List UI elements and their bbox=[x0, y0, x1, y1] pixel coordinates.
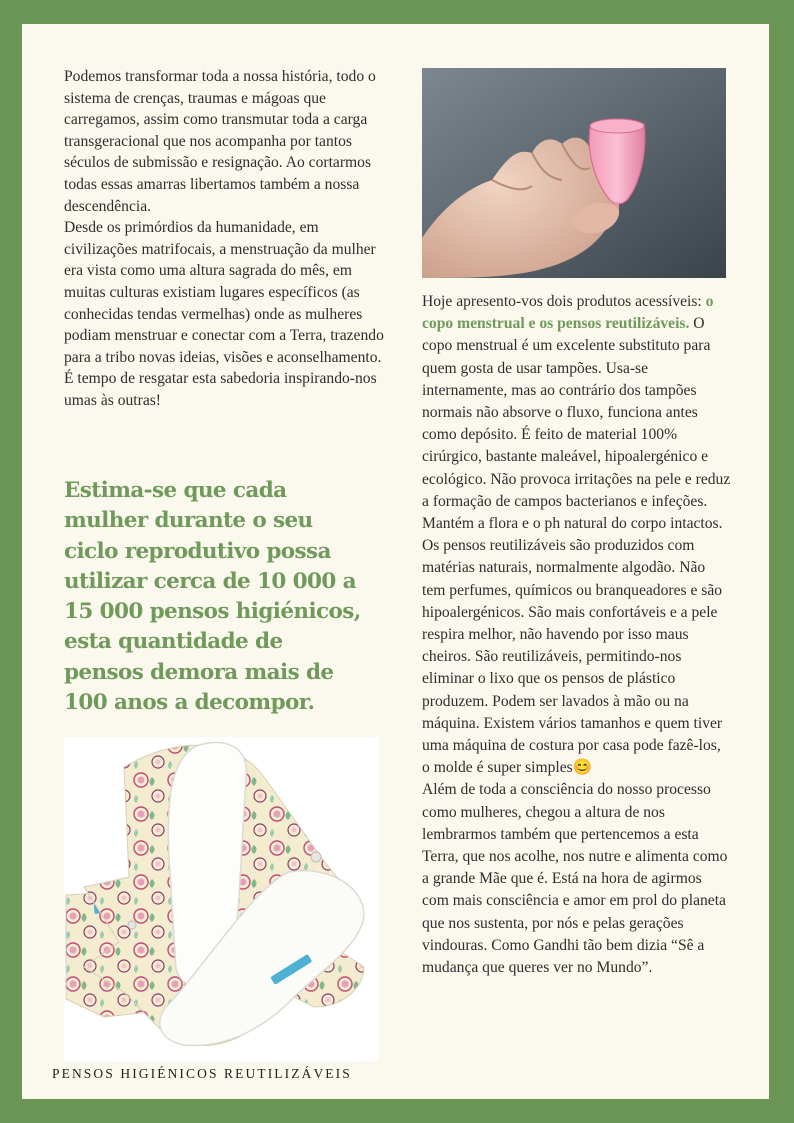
menstrual-cup-illustration bbox=[422, 68, 726, 278]
reusable-pads-illustration bbox=[64, 737, 378, 1061]
closing-paragraph: Além de toda a consciência do nosso processo como mulheres, chegou a altura de nos lembrarmos também que pertencemos a esta Terra, que nos acolhe, nos nutre e alimenta como a grande Mãe que é. Está na hora de agirmos com mais consciência e amor em prol do planeta que nos sustenta, por nós e pelas gerações vindouras. Como Gandhi tão bem dizia “Sê a mudança que queres ver no Mundo”. bbox=[422, 781, 728, 977]
products-intro: Hoje apresento-vos dois produtos acessíveis: bbox=[422, 293, 706, 310]
intro-paragraph: Podemos transformar toda a nossa história, todo o sistema de crenças, traumas e mágoas que carregamos, assim como transmutar toda a carga transgeracional que nos acompanha por tantos séculos de submissão e resignação. Ao cortarmos todas essas amarras libertamos também a nossa descendência. bbox=[64, 68, 376, 215]
products-body: O copo menstrual é um excelente substituto para quem gosta de usar tampões. Usa-se internamente, mas ao contrário dos tampões normais não absorve o fluxo, funciona antes como depósito. É feito de material 100% cirúrgico, bastante maleável, hipoalergénico e ecológico. Não provoca irritações na pele e reduz a formação de campos bacterianos e infeções. Mantém a flora e o ph natural do corpo intactos. Os pensos reutilizáveis são produzidos com matérias naturais, normalmente algodão. Não tem perfumes, químicos ou branqueadores e são hipoalergénicos. São mais confortáveis e a pele respira melhor, não havendo por isso maus cheiros. São reutilizáveis, permitindo-nos eliminar o lixo que os pensos de plástico produzem. Podem ser lavados à mão ou na máquina. Existem vários tamanhos e quem tiver uma máquina de costura por casa pode fazê-los, o molde é super simples😊 bbox=[422, 315, 731, 777]
page bbox=[22, 24, 769, 1099]
products-paragraph bbox=[422, 291, 732, 779]
highlight-quote: Estima-se que cada mulher durante o seu ciclo reprodutivo possa utilizar cerca de 10 000 a 15 000 pensos higiénicos, esta quantidade de pensos demora mais de 100 anos a decompor. bbox=[64, 478, 361, 716]
history-paragraph: Desde os primórdios da humanidade, em civilizações matrifocais, a menstruação da mulher era vista como uma altura sagrada do mês, em muitas culturas existiam lugares específicos (as conhecidas tendas vermelhas) onde as mulheres podiam menstruar e conectar com a Terra, trazendo para a tribo novas ideias, visões e aconselhamento. É tempo de resgatar esta sabedoria inspirando-nos umas às outras! bbox=[64, 219, 384, 409]
intro-text bbox=[64, 66, 386, 412]
pads-caption: PENSOS HIGIÉNICOS REUTILIZÁVEIS bbox=[52, 1066, 352, 1081]
products-highlight: o copo menstrual e os pensos reutilizáveis. bbox=[422, 293, 714, 333]
products-text bbox=[422, 291, 732, 979]
menstrual-cup-photo bbox=[422, 68, 726, 278]
reusable-pads-photo bbox=[64, 737, 378, 1061]
